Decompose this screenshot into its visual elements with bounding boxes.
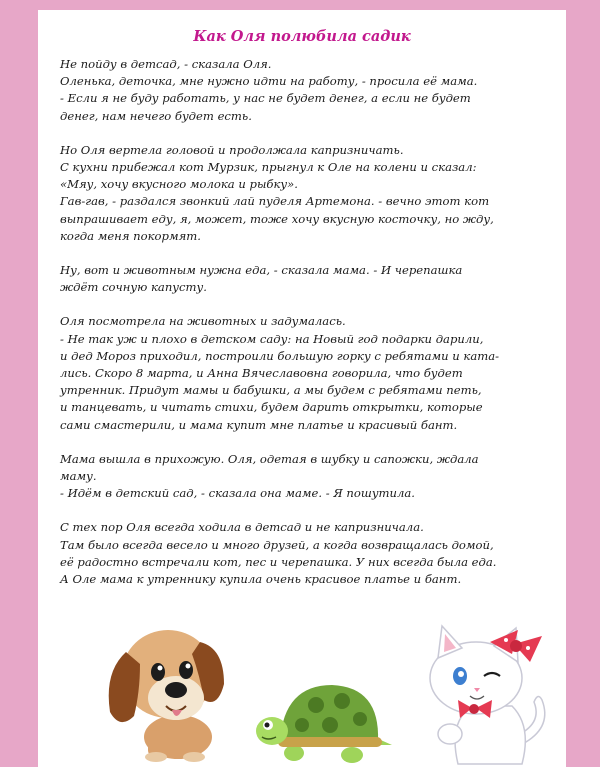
- paragraph-5: [60, 451, 550, 503]
- cat-illustration: [414, 622, 554, 767]
- text-line: Гав-гав, - раздался звонкий лай пуделя Артемона. - вечно этот кот: [60, 194, 490, 209]
- text-line: Ну, вот и животным нужна еда, - сказала мама. - И черепашка: [60, 263, 463, 278]
- text-line: когда меня покормят.: [60, 228, 201, 243]
- text-line: утренник. Придут мамы и бабушки, а мы будем с ребятами петь,: [60, 383, 482, 398]
- text-line: С тех пор Оля всегда ходила в детсад и не капризничала.: [60, 520, 424, 535]
- paragraph-4: [60, 313, 550, 433]
- text-line: С кухни прибежал кот Мурзик, прыгнул к Оле на колени и сказал:: [60, 160, 477, 175]
- text-line: - Не так уж и плохо в детском саду: на Новый год подарки дарили,: [60, 331, 484, 346]
- text-line: Оленька, деточка, мне нужно идти на работу, - просила её мама.: [60, 74, 478, 89]
- text-line: Оля посмотрела на животных и задумалась.: [60, 314, 346, 329]
- paragraph-2: [60, 142, 550, 245]
- story-text: [60, 56, 550, 605]
- story-title: Как Оля полюбила садик: [193, 28, 411, 45]
- text-line: Там было всегда весело и много друзей, а когда возвращалась домой,: [60, 537, 494, 552]
- text-line: маму.: [60, 469, 97, 484]
- text-line: А Оле мама к утреннику купила очень красивое платье и бант.: [60, 572, 462, 587]
- dog-illustration: [96, 612, 236, 762]
- text-line: Но Оля вертела головой и продолжала капризничать.: [60, 142, 404, 157]
- text-line: её радостно встречали кот, пес и черепашка. У них всегда была еда.: [60, 554, 497, 569]
- text-line: лись. Скоро 8 марта, и Анна Вячеславовна говорила, что будет: [60, 366, 463, 381]
- text-line: выпрашивает еду, я, может, тоже хочу вкусную косточку, но жду,: [60, 211, 494, 226]
- text-line: и дед Мороз приходил, построили большую горку с ребятами и ката-: [60, 348, 500, 363]
- paragraph-3: [60, 262, 550, 296]
- text-line: сами смастерили, и мама купит мне платье и красивый бант.: [60, 417, 458, 432]
- text-line: денег, нам нечего будет есть.: [60, 108, 252, 123]
- paragraph-1: [60, 56, 550, 125]
- text-line: Мама вышла в прихожую. Оля, одетая в шубку и сапожки, ждала: [60, 451, 479, 466]
- text-line: - Идём в детский сад, - сказала она маме. - Я пошутила.: [60, 486, 415, 501]
- text-line: Не пойду в детсад, - сказала Оля.: [60, 57, 272, 71]
- text-line: ждёт сочную капусту.: [60, 280, 207, 295]
- text-line: - Если я не буду работать, у нас не будет денег, а если не будет: [60, 91, 471, 106]
- text-line: и танцевать, и читать стихи, будем дарить открытки, которые: [60, 400, 483, 415]
- page-sheet: [38, 10, 566, 767]
- paragraph-6: [60, 519, 550, 588]
- turtle-illustration: [256, 675, 396, 767]
- text-line: «Мяу, хочу вкусного молока и рыбку».: [60, 177, 298, 192]
